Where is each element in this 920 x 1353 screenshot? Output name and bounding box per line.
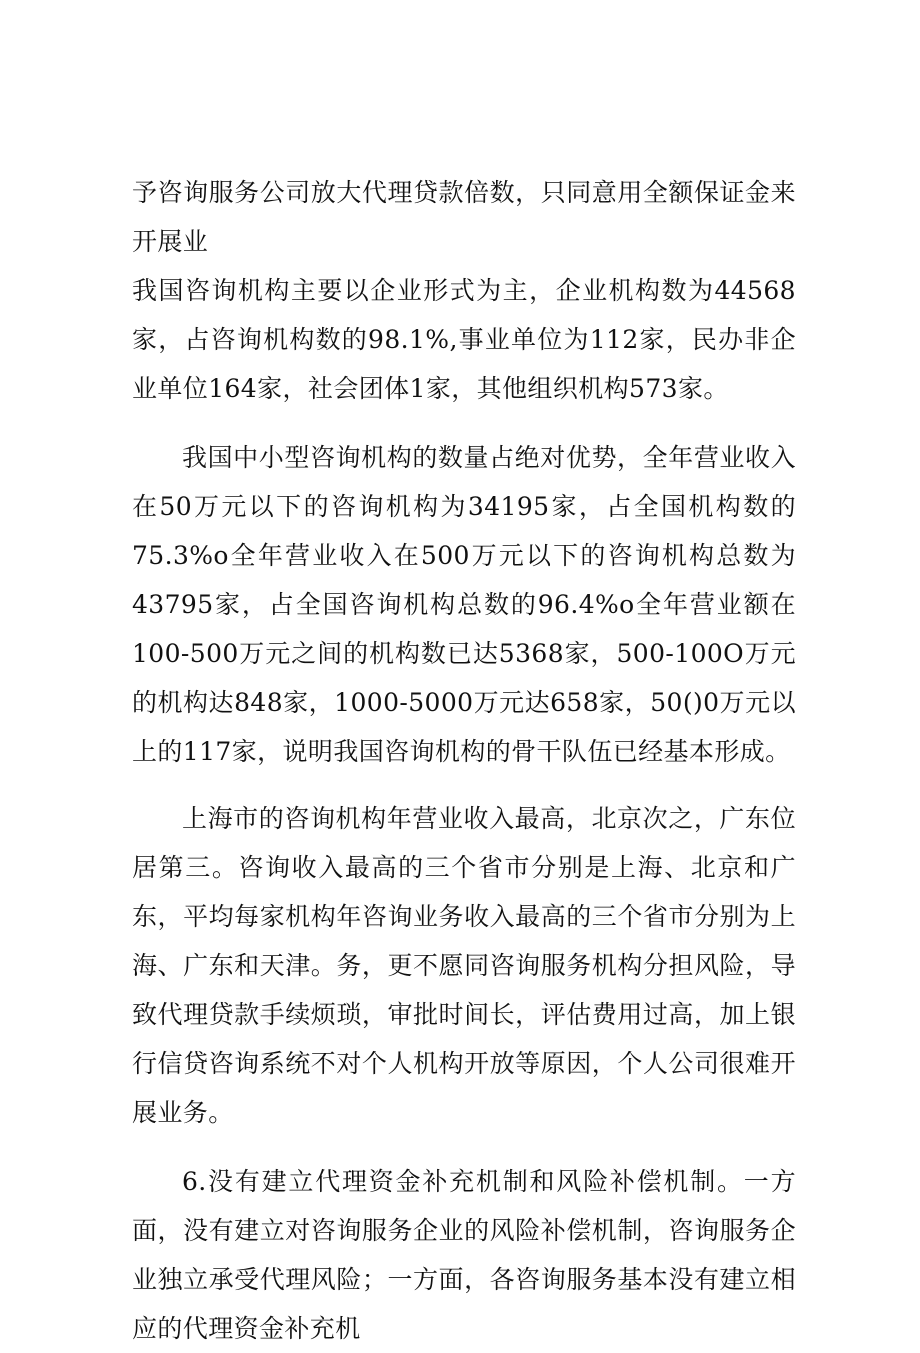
paragraph-1: 予咨询服务公司放大代理贷款倍数，只同意用全额保证金来开展业 — [132, 178, 796, 256]
document-text-block — [132, 168, 796, 1353]
paragraph-5: 6.没有建立代理资金补充机制和风险补偿机制。一方面，没有建立对咨询服务企业的风险补偿机制，咨询服务企业独立承受代理风险；一方面，各咨询服务基本没有建立相应的代理资金补充机 — [132, 1167, 796, 1343]
paragraph-3: 我国中小型咨询机构的数量占绝对优势，全年营业收入在50万元以下的咨询机构为34195家，占全国机构数的75.3%o全年营业收入在500万元以下的咨询机构总数为43795家，占全国咨询机构总数的96.4%o全年营业额在100-500万元之间的机构数已达5368家，500-100O万元的机构达848家，1000-5000万元达658家，50()0万元以上的117家，说明我国咨询机构的骨干队伍已经基本形成。 — [132, 443, 796, 766]
paragraph-2: 我国咨询机构主要以企业形式为主，企业机构数为44568家，占咨询机构数的98.1%,事业单位为112家，民办非企业单位164家，社会团体1家，其他组织机构573家。 — [132, 276, 796, 403]
paragraph-4: 上海市的咨询机构年营业收入最高，北京次之，广东位居第三。咨询收入最高的三个省市分别是上海、北京和广东，平均每家机构年咨询业务收入最高的三个省市分别为上海、广东和天津。务，更不愿同咨询服务机构分担风险，导致代理贷款手续烦琐，审批时间长，评估费用过高，加上银行信贷咨询系统不对个人机构开放等原因，个人公司很难开展业务。 — [132, 804, 796, 1127]
